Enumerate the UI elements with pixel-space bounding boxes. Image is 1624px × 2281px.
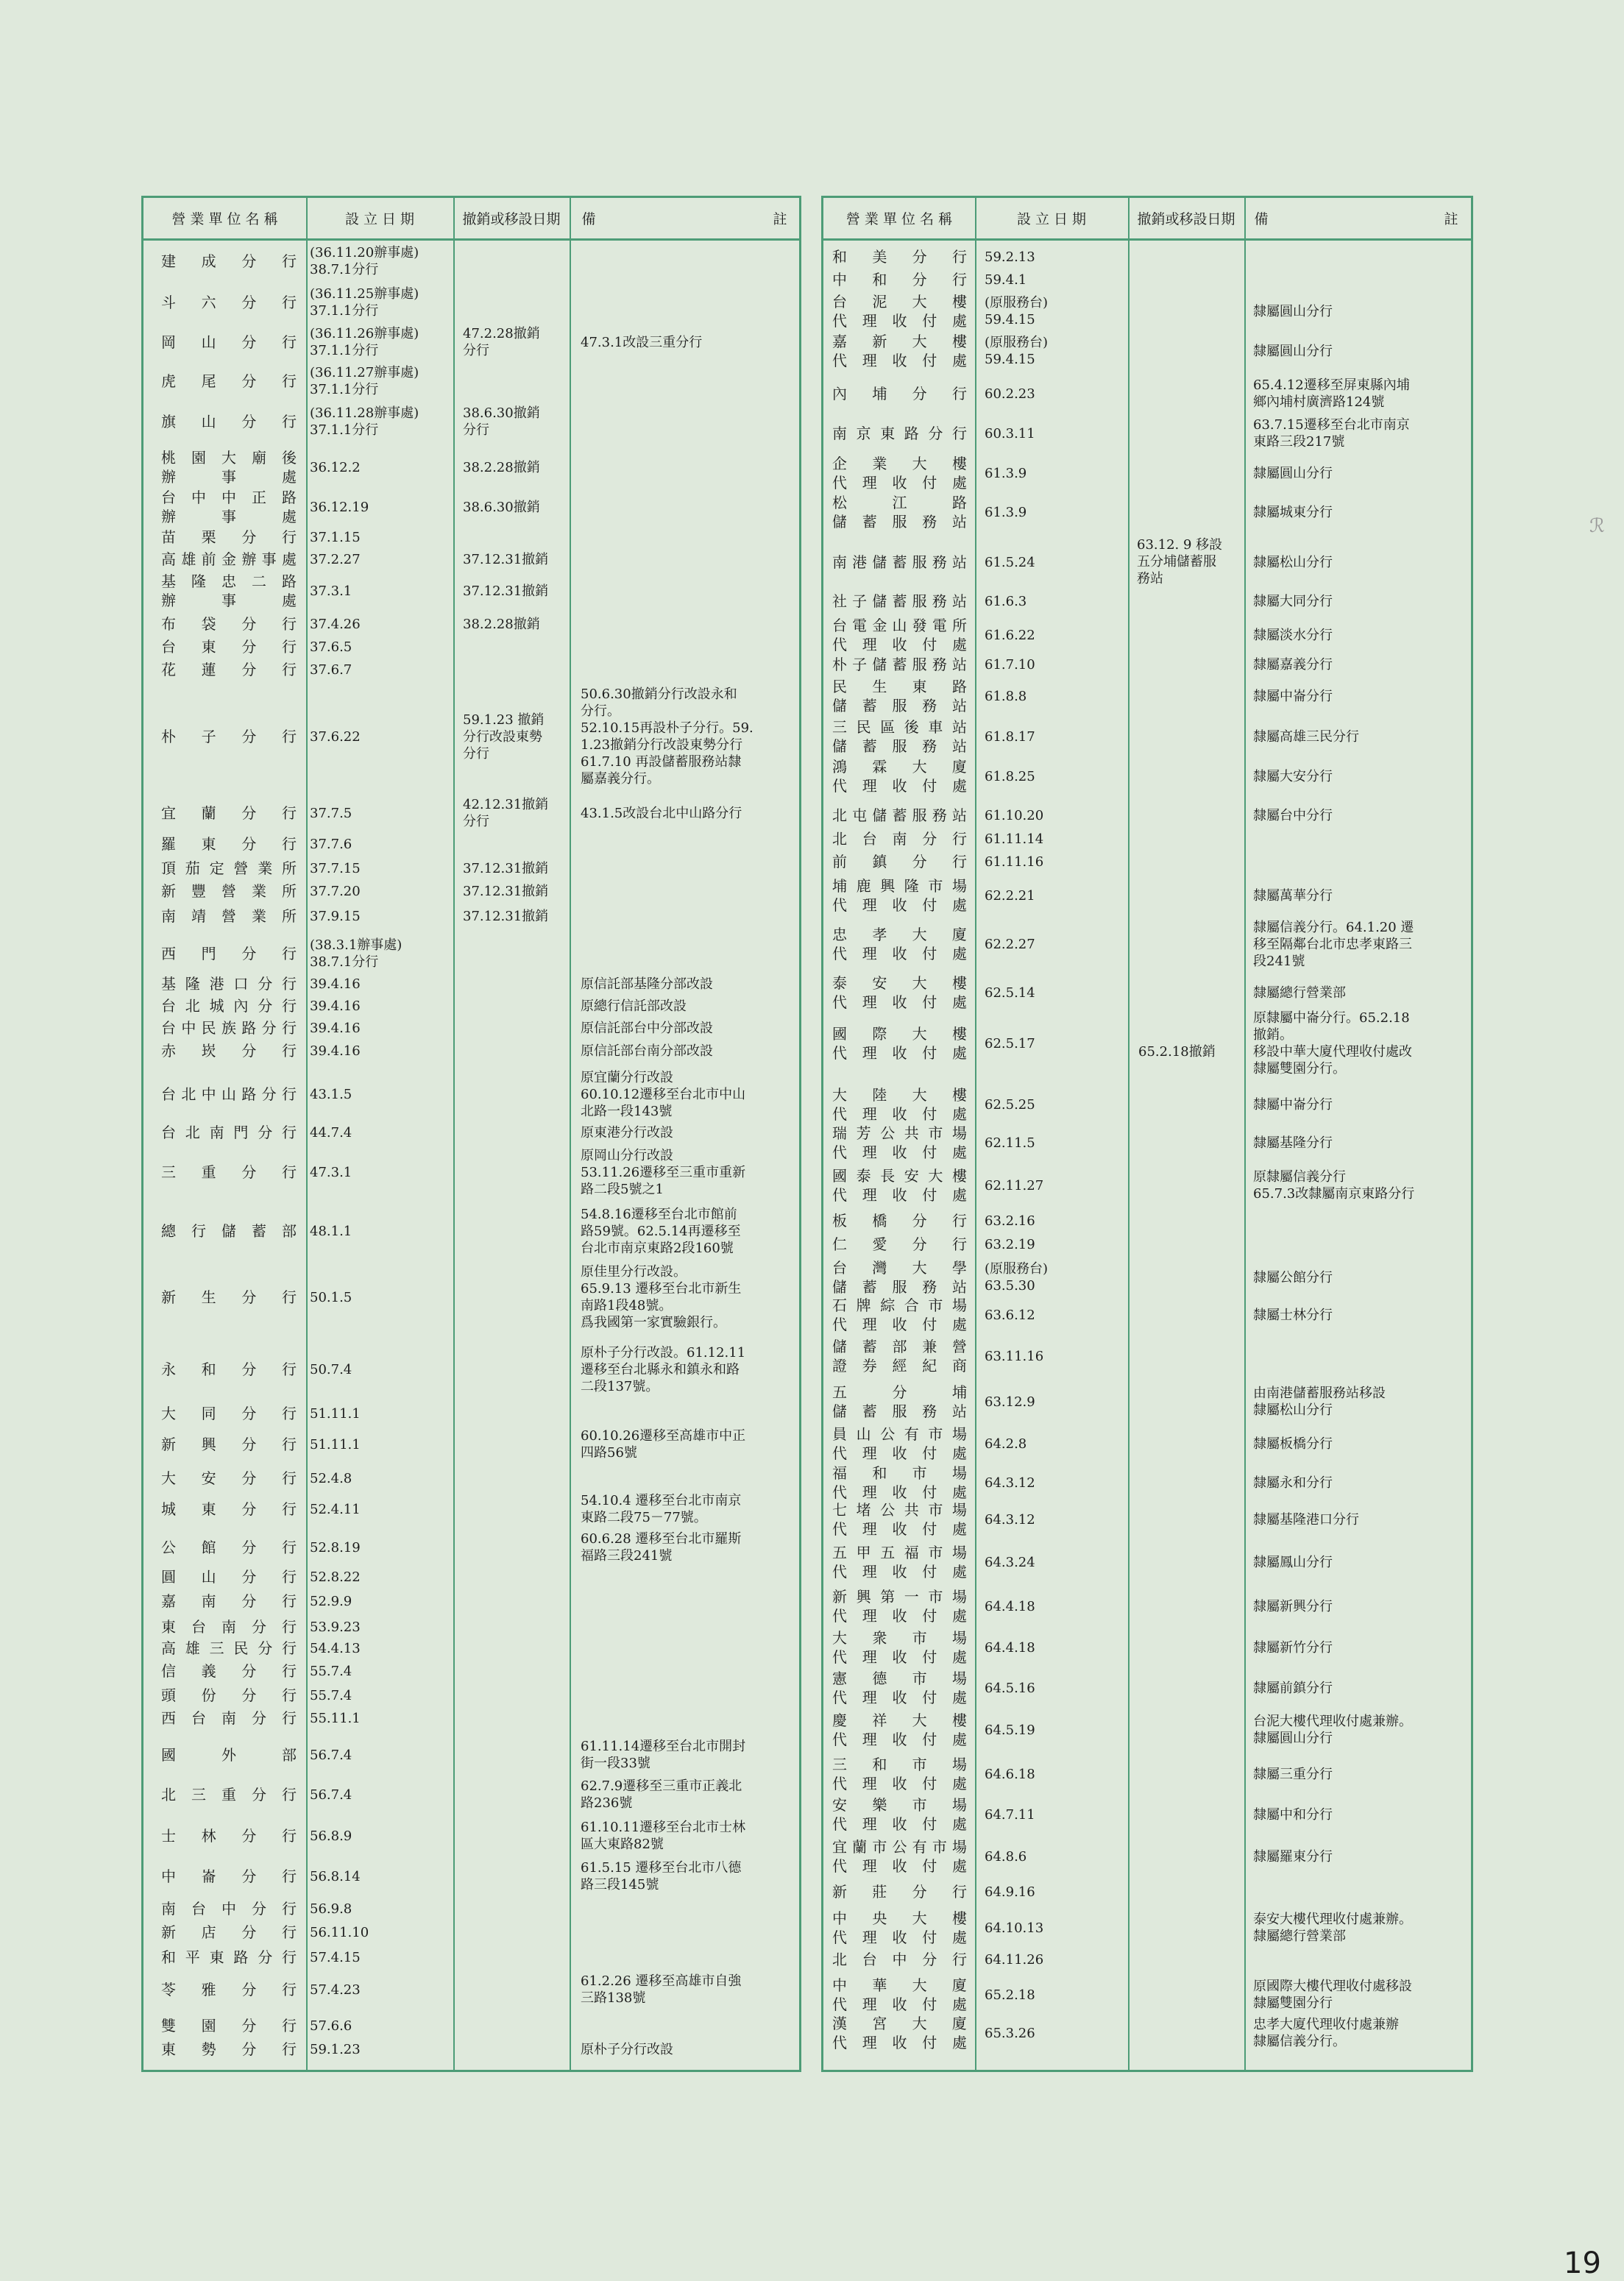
established-date: 37.7.5 [310,805,352,821]
established-date: 37.7.20 [310,883,361,899]
header-remark-left: 備 [1254,211,1269,227]
established-date: 59.1.23 [310,2041,361,2057]
branch-name: 台北中山路分行 [161,1085,297,1103]
branch-name: 大 衆 市 場 代理收付處 [832,1629,967,1666]
established-date: 59.4.1 [985,272,1027,288]
branch-name: 斗 六 分 行 [161,294,297,311]
remark: 隸屬前鎮分行 [1253,1680,1333,1696]
header-name: 營 業 單 位 名 稱 [171,211,278,227]
remark: 61.2.26 遷移至高雄市自強 三路138號 [581,1973,742,2006]
branch-name: 西台南分行 [161,1709,297,1727]
established-date: 64.7.11 [985,1806,1035,1823]
established-date: 64.3.12 [985,1511,1035,1528]
remark: 43.1.5改設台北中山路分行 [581,805,742,821]
established-date: 64.4.18 [985,1639,1035,1656]
branch-name: 朴 子 分 行 [161,728,297,745]
branch-name: 北三重分行 [161,1786,297,1803]
established-date: 64.4.18 [985,1598,1035,1614]
established-date: 63.12.9 [985,1394,1035,1410]
closed-date: 38.2.28撤銷 [463,616,540,632]
established-date: 64.5.16 [985,1680,1035,1696]
remark: 隸屬信義分行。64.1.20 遷 移至隔鄰台北市忠孝東路三 段241號 [1253,919,1414,969]
closed-date: 65.2.18撤銷 [1138,1043,1216,1060]
branch-name: 三民區後車站 儲蓄服務站 [832,718,967,755]
branch-name: 總行儲蓄部 [161,1222,297,1240]
established-date: 56.11.10 [310,1924,369,1940]
closed-date: 37.12.31撤銷 [463,883,549,899]
branch-name: 員山公有市場 代理收付處 [832,1425,967,1462]
branch-name: 台北城內分行 [161,997,297,1015]
remark: 隸屬淡水分行 [1253,627,1333,643]
closed-date: 37.12.31撤銷 [463,908,549,924]
remark: 隸屬城東分行 [1253,504,1333,520]
branch-name: 新 店 分 行 [161,1923,297,1941]
branch-name: 民 生 東 路 儲蓄服務站 [832,678,967,714]
branch-name: 企 業 大 樓 代理收付處 [832,455,967,492]
closed-date: 42.12.31撤銷 分行 [463,797,549,829]
established-date: 61.3.9 [985,504,1027,520]
remark: 原朴子分行改設。61.12.11 遷移至台北縣永和鎮永和路 二段137號。 [581,1344,746,1394]
branch-name: 嘉 南 分 行 [161,1592,297,1610]
branch-name: 旗 山 分 行 [161,413,297,430]
established-date: 56.7.4 [310,1787,352,1803]
branch-name: 埔鹿興隆市場 代理收付處 [832,877,967,914]
established-date: 55.7.4 [310,1663,352,1679]
branch-name: 內 埔 分 行 [832,385,967,402]
established-date: 61.6.22 [985,627,1035,643]
established-date: 54.4.13 [310,1640,361,1656]
established-date: 56.9.8 [310,1901,352,1917]
header-name: 營 業 單 位 名 稱 [845,211,953,227]
established-date: (原服務台) 59.4.15 [985,295,1049,327]
remark: 隸屬基隆港口分行 [1253,1511,1359,1528]
remark: 原總行信託部改設 [581,998,687,1014]
branch-name: 慶 祥 大 樓 代理收付處 [832,1711,967,1748]
remark: 原朴子分行改設 [581,2041,673,2057]
remark: 隸屬羅東分行 [1253,1848,1333,1865]
established-date: 37.9.15 [310,908,361,924]
remark: 由南港儲蓄服務站移設 隸屬松山分行 [1253,1386,1386,1418]
branch-name: 三 和 市 場 代理收付處 [832,1756,967,1792]
remark: 隸屬基隆分行 [1253,1135,1333,1151]
branch-name: 東台南分行 [161,1618,297,1636]
branch-name: 東 勢 分 行 [161,2040,297,2058]
closed-date: 38.6.30撤銷 分行 [463,405,540,438]
branch-name: 國泰長安大樓 代理收付處 [832,1167,967,1204]
closed-date: 63.12. 9 移設 五分埔儲蓄服 務站 [1137,536,1223,586]
branch-name: 中 央 大 樓 代理收付處 [832,1909,967,1946]
established-date: 37.7.15 [310,860,361,876]
established-date: 62.5.14 [985,985,1035,1001]
established-date: 48.1.1 [310,1223,352,1239]
remark: 台泥大樓代理收付處兼辦。 隸屬圓山分行 [1253,1714,1412,1746]
remark: 隸屬鳳山分行 [1253,1554,1333,1570]
branch-name: 虎 尾 分 行 [161,372,297,390]
branch-name: 漢 宮 大 廈 代理收付處 [832,2015,967,2051]
branch-name: 忠 孝 大 廈 代理收付處 [832,926,967,962]
branch-name: 新 莊 分 行 [832,1883,967,1901]
established-date: 36.12.19 [310,499,369,515]
branch-name: 福 和 市 場 代理收付處 [832,1464,967,1501]
header-remark-left: 備 [581,211,596,227]
established-date: 62.2.21 [985,887,1035,904]
established-date: 39.4.16 [310,998,361,1014]
branch-name: 嘉 新 大 樓 代理收付處 [832,333,967,369]
established-date: (原服務台) 59.4.15 [985,335,1049,367]
remark: 原岡山分行改設 53.11.26遷移至三重市重新 路二段5號之1 [581,1147,746,1197]
established-date: 64.10.13 [985,1920,1044,1936]
branch-name: 桃園大廟後 辦 事 處 [161,449,297,486]
closed-date: 37.12.31撤銷 [463,860,549,876]
established-date: (36.11.28辦事處) 37.1.1分行 [310,405,419,438]
established-date: (原服務台) 63.5.30 [985,1261,1049,1294]
established-date: 37.2.27 [310,551,361,567]
remark: 隸屬公館分行 [1253,1269,1333,1285]
established-date: 61.8.8 [985,688,1027,704]
column-divider [453,198,455,2070]
established-date: (36.11.25辦事處) 37.1.1分行 [310,286,419,319]
closed-date: 37.12.31撤銷 [463,551,549,567]
established-date: 60.2.23 [985,386,1035,402]
branch-name: 南港儲蓄服務站 [832,553,967,571]
established-date: 64.8.6 [985,1848,1027,1865]
branch-name: 苗 栗 分 行 [161,528,297,546]
branch-name: 三 重 分 行 [161,1163,297,1181]
branch-name: 羅 東 分 行 [161,835,297,853]
remark: 隸屬永和分行 [1253,1475,1333,1491]
remark: 原信託部基隆分部改設 [581,976,713,992]
remark: 63.7.15遷移至台北市南京 東路三段217號 [1253,417,1410,450]
branch-name: 台北南門分行 [161,1124,297,1141]
branch-name: 台 東 分 行 [161,638,297,656]
branch-name: 松 江 路 儲蓄服務站 [832,494,967,531]
margin-mark: ℛ [1589,515,1605,537]
branch-name: 國 外 部 [161,1746,297,1764]
established-date: 37.4.26 [310,616,361,632]
branch-name: 大 同 分 行 [161,1405,297,1422]
branch-name: 高雄三民分行 [161,1639,297,1657]
header-remark-right: 註 [773,211,787,227]
remark: 54.10.4 遷移至台北市南京 東路二段75－77號。 [581,1493,742,1525]
branch-name: 中 華 大 廈 代理收付處 [832,1976,967,2013]
remark: 隸屬中崙分行 [1253,688,1333,704]
established-date: 62.11.27 [985,1177,1044,1193]
established-date: (36.11.27辦事處) 37.1.1分行 [310,365,419,397]
branch-name: 苓 雅 分 行 [161,1981,297,1998]
remark: 47.3.1改設三重分行 [581,334,703,350]
established-date: 65.2.18 [985,1987,1035,2003]
header-closed: 撤銷或移設日期 [462,211,561,227]
branch-name: 仁 愛 分 行 [832,1235,967,1253]
established-date: 37.1.15 [310,529,361,545]
branch-name: 南台中分行 [161,1900,297,1918]
established-date: (36.11.20辦事處) 38.7.1分行 [310,245,419,277]
branch-name: 西 門 分 行 [161,945,297,962]
branch-name: 頂茄定營業所 [161,859,297,877]
established-date: 55.7.4 [310,1687,352,1703]
remark: 隸屬高雄三民分行 [1253,728,1359,745]
established-date: 61.11.16 [985,854,1044,870]
branch-name: 圓 山 分 行 [161,1568,297,1586]
branch-name: 新豐營業所 [161,882,297,900]
established-date: 65.3.26 [985,2025,1035,2041]
established-date: 56.8.9 [310,1828,352,1844]
branch-name: 社子儲蓄服務站 [832,592,967,610]
established-date: 64.6.18 [985,1766,1035,1782]
column-divider [570,198,571,2070]
branch-name: 頭 份 分 行 [161,1686,297,1704]
remark: 隸屬圓山分行 [1253,303,1333,319]
header-date: 設 立 日 期 [1016,211,1087,227]
branch-name: 朴子儲蓄服務站 [832,656,967,673]
remark: 原佳里分行改設。 65.9.13 遷移至台北市新生 南路1段48號。 爲我國第一家實驗銀行。 [581,1264,742,1330]
remark: 隸屬新竹分行 [1253,1639,1333,1656]
remark: 原隸屬信義分行 65.7.3改隸屬南京東路分行 [1253,1169,1415,1202]
closed-date: 47.2.28撤銷 分行 [463,326,540,358]
remark: 65.4.12遷移至屏東縣內埔 鄉內埔村廣濟路124號 [1253,377,1410,410]
established-date: 39.4.16 [310,1043,361,1059]
established-date: 39.4.16 [310,1020,361,1036]
remark: 隸屬中和分行 [1253,1806,1333,1823]
established-date: 37.7.6 [310,836,352,852]
established-date: 62.11.5 [985,1135,1035,1151]
branch-name: 赤 崁 分 行 [161,1042,297,1060]
right-table-header [823,198,1471,241]
remark: 隸屬總行營業部 [1253,985,1346,1001]
established-date: 56.8.14 [310,1868,361,1884]
established-date: 64.3.12 [985,1475,1035,1491]
remark: 隸屬萬華分行 [1253,887,1333,904]
right-table [821,196,1473,2072]
established-date: 47.3.1 [310,1164,352,1180]
remark: 隸屬台中分行 [1253,807,1333,823]
branch-name: 宜蘭市公有市場 代理收付處 [832,1838,967,1875]
established-date: 37.6.5 [310,639,352,655]
remark: 62.7.9遷移至三重市正義北 路236號 [581,1778,742,1811]
established-date: 37.6.7 [310,661,352,678]
branch-name: 儲 蓄 部 兼 營 證券經紀商 [832,1338,967,1374]
established-date: 64.9.16 [985,1884,1035,1900]
established-date: 64.2.8 [985,1436,1027,1452]
remark: 隸屬大安分行 [1253,768,1333,784]
established-date: (36.11.26辦事處) 37.1.1分行 [310,326,419,358]
remark: 61.5.15 遷移至台北市八德 路三段145號 [581,1860,742,1892]
established-date: 61.8.17 [985,728,1035,745]
branch-name: 信 義 分 行 [161,1662,297,1680]
branch-name: 前 鎮 分 行 [832,853,967,870]
branch-name: 城 東 分 行 [161,1500,297,1518]
column-divider [1128,198,1130,2070]
left-table [141,196,801,2072]
remark: 隸屬圓山分行 [1253,343,1333,359]
remark: 原隸屬中崙分行。65.2.18 撤銷。 移設中華大廈代理收付處改 隸屬雙園分行。 [1253,1010,1412,1076]
established-date: 62.2.27 [985,936,1035,952]
established-date: 61.3.9 [985,465,1027,481]
closed-date: 37.12.31撤銷 [463,583,549,599]
remark: 隸屬大同分行 [1253,593,1333,609]
established-date: 62.5.25 [985,1096,1035,1113]
established-date: 63.2.19 [985,1236,1035,1252]
established-date: 52.8.22 [310,1569,361,1585]
established-date: 37.6.22 [310,728,361,745]
remark: 原信託部台南分部改設 [581,1043,713,1059]
remark: 隸屬士林分行 [1253,1307,1333,1323]
established-date: 52.8.19 [310,1539,361,1555]
established-date: 37.3.1 [310,583,352,599]
established-date: 61.5.24 [985,554,1035,570]
established-date: 52.4.8 [310,1470,352,1486]
closed-date: 59.1.23 撤銷 分行改設東勢 分行 [463,712,545,762]
branch-name: 布 袋 分 行 [161,615,297,633]
branch-name: 士 林 分 行 [161,1827,297,1845]
branch-name: 板 橋 分 行 [832,1212,967,1230]
remark: 原東港分行改設 [581,1124,673,1140]
branch-name: 新 生 分 行 [161,1288,297,1306]
branch-name: 公 館 分 行 [161,1539,297,1556]
established-date: 56.7.4 [310,1747,352,1763]
established-date: 55.11.1 [310,1710,361,1726]
established-date: 61.11.14 [985,831,1044,847]
closed-date: 38.2.28撤銷 [463,459,540,475]
branch-name: 大 陸 大 樓 代理收付處 [832,1086,967,1123]
branch-name: 永 和 分 行 [161,1361,297,1378]
established-date: 64.11.26 [985,1951,1044,1968]
branch-name: 建 成 分 行 [161,252,297,270]
established-date: 53.9.23 [310,1619,361,1635]
branch-name: 七堵公共市場 代理收付處 [832,1501,967,1538]
branch-name: 台電金山發電所 代理收付處 [832,617,967,653]
established-date: 62.5.17 [985,1035,1035,1051]
remark: 54.8.16遷移至台北市館前 路59號。62.5.14再遷移至 台北市南京東路2段160號 [581,1206,741,1256]
established-date: 50.7.4 [310,1361,352,1377]
remark: 隸屬三重分行 [1253,1766,1333,1782]
established-date: 64.3.24 [985,1554,1035,1570]
header-closed: 撤銷或移設日期 [1137,211,1235,227]
established-date: 59.2.13 [985,249,1035,265]
remark: 忠孝大廈代理收付處兼辦 隸屬信義分行。 [1253,2017,1399,2049]
header-date: 設 立 日 期 [344,211,415,227]
established-date: 61.10.20 [985,807,1044,823]
established-date: 43.1.5 [310,1086,352,1102]
remark: 61.10.11遷移至台北市士林 區大東路82號 [581,1820,746,1852]
established-date: 50.1.5 [310,1289,352,1305]
remark: 60.10.26遷移至高雄市中正 四路56號 [581,1428,746,1461]
remark: 隸屬嘉義分行 [1253,656,1333,673]
branch-name: 中 和 分 行 [832,271,967,288]
established-date: 63.2.16 [985,1213,1035,1229]
remark: 隸屬圓山分行 [1253,465,1333,481]
established-date: 36.12.2 [310,459,361,475]
established-date: 57.4.23 [310,1982,361,1998]
established-date: 44.7.4 [310,1124,352,1140]
branch-name: 岡 山 分 行 [161,333,297,351]
branch-name: 台 灣 大 學 儲蓄服務站 [832,1259,967,1296]
established-date: 63.6.12 [985,1307,1035,1323]
remark: 50.6.30撤銷分行改設永和 分行。 52.10.15再設朴子分行。59. 1.23撤銷分行改設東勢分行 61.7.10 再設儲蓄服務站隸 屬嘉義分行。 [581,687,754,787]
branch-name: 花 蓮 分 行 [161,661,297,678]
remark: 隸屬板橋分行 [1253,1436,1333,1452]
established-date: 61.8.25 [985,768,1035,784]
branch-name: 北 台 中 分 行 [832,1951,967,1968]
branch-name: 雙 園 分 行 [161,2017,297,2035]
branch-name: 大 安 分 行 [161,1469,297,1487]
established-date: 61.7.10 [985,656,1035,673]
established-date: 64.5.19 [985,1722,1035,1738]
column-divider [306,198,308,2070]
remark: 61.11.14遷移至台北市開封 街一段33號 [581,1739,746,1771]
branch-name: 北屯儲蓄服務站 [832,806,967,824]
established-date: 61.6.3 [985,593,1027,609]
left-table-header [143,198,799,241]
branch-name: 五甲五福市場 代理收付處 [832,1544,967,1581]
branch-name: 基隆港口分行 [161,975,297,993]
branch-name: 泰 安 大 樓 代理收付處 [832,974,967,1011]
established-date: 57.4.15 [310,1949,361,1965]
branch-name: 和 美 分 行 [832,248,967,266]
remark: 原國際大樓代理收付處移設 隸屬雙園分行 [1253,1979,1412,2011]
branch-name: 台中民族路分行 [161,1019,297,1037]
column-divider [975,198,976,2070]
remark: 60.6.28 遷移至台北市羅斯 福路三段241號 [581,1531,742,1564]
established-date: (38.3.1辦事處) 38.7.1分行 [310,937,403,970]
column-divider [1244,198,1246,2070]
remark: 原宜蘭分行改設 60.10.12遷移至台北市中山 北路一段143號 [581,1069,746,1119]
established-date: 60.3.11 [985,425,1035,441]
remark: 泰安大樓代理收付處兼辦。 隸屬總行營業部 [1253,1912,1412,1944]
branch-name: 台中中正路 辦 事 處 [161,489,297,525]
branch-name: 高雄前金辦事處 [161,550,297,568]
branch-name: 基隆忠二路 辦 事 處 [161,572,297,609]
branch-name: 安 樂 市 場 代理收付處 [832,1796,967,1833]
branch-name: 五 分 埔 儲蓄服務站 [832,1383,967,1420]
remark: 隸屬新興分行 [1253,1598,1333,1614]
closed-date: 38.6.30撤銷 [463,499,540,515]
established-date: 63.11.16 [985,1348,1044,1364]
established-date: 52.9.9 [310,1593,352,1609]
branch-name: 南京東路分行 [832,425,967,442]
established-date: 51.11.1 [310,1405,361,1422]
remark: 隸屬松山分行 [1253,554,1333,570]
page-number: 19 [1564,2246,1601,2280]
established-date: 51.11.1 [310,1436,361,1452]
branch-name: 瑞芳公共市場 代理收付處 [832,1124,967,1161]
branch-name: 國 際 大 樓 代理收付處 [832,1025,967,1062]
branch-name: 憲 德 市 場 代理收付處 [832,1670,967,1706]
header-remark-right: 註 [1444,211,1458,227]
branch-name: 宜 蘭 分 行 [161,804,297,822]
branch-name: 南靖營業所 [161,907,297,925]
branch-name: 鴻 霖 大 廈 代理收付處 [832,758,967,795]
branch-name: 台 泥 大 樓 代理收付處 [832,293,967,330]
remark: 隸屬中崙分行 [1253,1096,1333,1113]
branch-name: 北台南分行 [832,830,967,848]
established-date: 57.6.6 [310,2018,352,2034]
established-date: 39.4.16 [310,976,361,992]
branch-name: 和平東路分行 [161,1948,297,1966]
established-date: 52.4.11 [310,1501,361,1517]
branch-name: 新興第一市場 代理收付處 [832,1588,967,1625]
branch-name: 新 興 分 行 [161,1436,297,1453]
branch-name: 石牌綜合市場 代理收付處 [832,1296,967,1333]
branch-name: 中 崙 分 行 [161,1867,297,1885]
remark: 原信託部台中分部改設 [581,1020,713,1036]
